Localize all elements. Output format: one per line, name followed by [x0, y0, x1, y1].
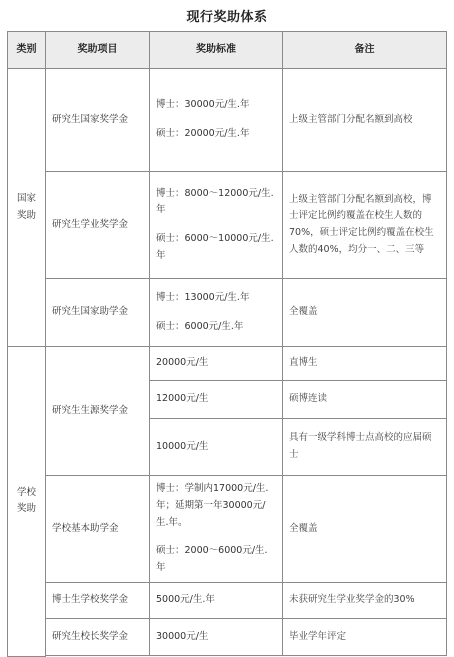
standard-line: 博士：学制内17000元/生.年；延期第一年30000元/生.年。 [156, 483, 269, 528]
item-name: 研究生校长奖学金 [46, 619, 150, 656]
item-note: 硕博连读 [283, 381, 447, 419]
standard-line: 博士：13000元/生.年 [156, 291, 250, 303]
category-national [8, 69, 46, 347]
category-label: 奖助 [16, 209, 36, 221]
item-note: 毕业学年评定 [283, 619, 447, 656]
header-note: 备注 [283, 32, 447, 69]
item-note: 具有一级学科博士点高校的应届硕士 [283, 419, 447, 476]
standard-line: 博士：30000元/生.年 [156, 99, 250, 111]
table-row [8, 69, 447, 172]
item-note: 全覆盖 [283, 476, 447, 583]
header-item: 奖助项目 [46, 32, 150, 69]
item-standard [150, 279, 283, 347]
item-note: 上级主管部门分配名额到高校，博士评定比例约覆盖在校生人数的70%，硕士评定比例约覆盖在校生人数的40%，均分一、二、三等 [283, 172, 447, 279]
award-table [7, 31, 447, 657]
item-standard: 30000元/生 [150, 619, 283, 656]
standard-line: 硕士：2000～6000元/生.年 [156, 545, 268, 573]
standard-line: 硕士：6000元/生.年 [156, 320, 244, 332]
item-standard: 20000元/生 [150, 347, 283, 381]
standard-line: 硕士：6000～10000元/生.年 [156, 233, 274, 261]
item-note: 全覆盖 [283, 279, 447, 347]
item-name: 博士生学校奖学金 [46, 583, 150, 619]
category-label: 学校 [16, 486, 36, 498]
item-standard [150, 476, 283, 583]
page-title: 现行奖助体系 [186, 10, 268, 25]
item-name: 研究生生源奖学金 [46, 347, 150, 476]
standard-line: 博士：8000～12000元/生.年 [156, 187, 274, 216]
header-category: 类别 [8, 32, 46, 69]
category-school [8, 347, 46, 657]
item-standard: 5000元/生.年 [150, 583, 283, 619]
category-label: 奖助 [16, 503, 36, 515]
table-row [8, 583, 447, 619]
item-note: 上级主管部门分配名额到高校 [283, 69, 447, 172]
item-standard: 10000元/生 [150, 419, 283, 476]
item-name: 研究生国家助学金 [46, 279, 150, 347]
header-row [8, 32, 447, 69]
item-name: 研究生国家奖学金 [46, 69, 150, 172]
table-row [8, 476, 447, 583]
item-name: 学校基本助学金 [46, 476, 150, 583]
table-row [8, 279, 447, 347]
item-note: 直博生 [283, 347, 447, 381]
item-standard: 12000元/生 [150, 381, 283, 419]
table-row [8, 172, 447, 279]
standard-line: 硕士：20000元/生.年 [156, 128, 250, 139]
category-label: 国家 [16, 192, 36, 204]
item-note: 未获研究生学业奖学金的30% [283, 583, 447, 619]
table-row [8, 347, 447, 381]
item-standard [150, 172, 283, 279]
item-name: 研究生学业奖学金 [46, 172, 150, 279]
item-standard [150, 69, 283, 172]
header-standard: 奖助标准 [150, 32, 283, 69]
table-row [8, 619, 447, 656]
